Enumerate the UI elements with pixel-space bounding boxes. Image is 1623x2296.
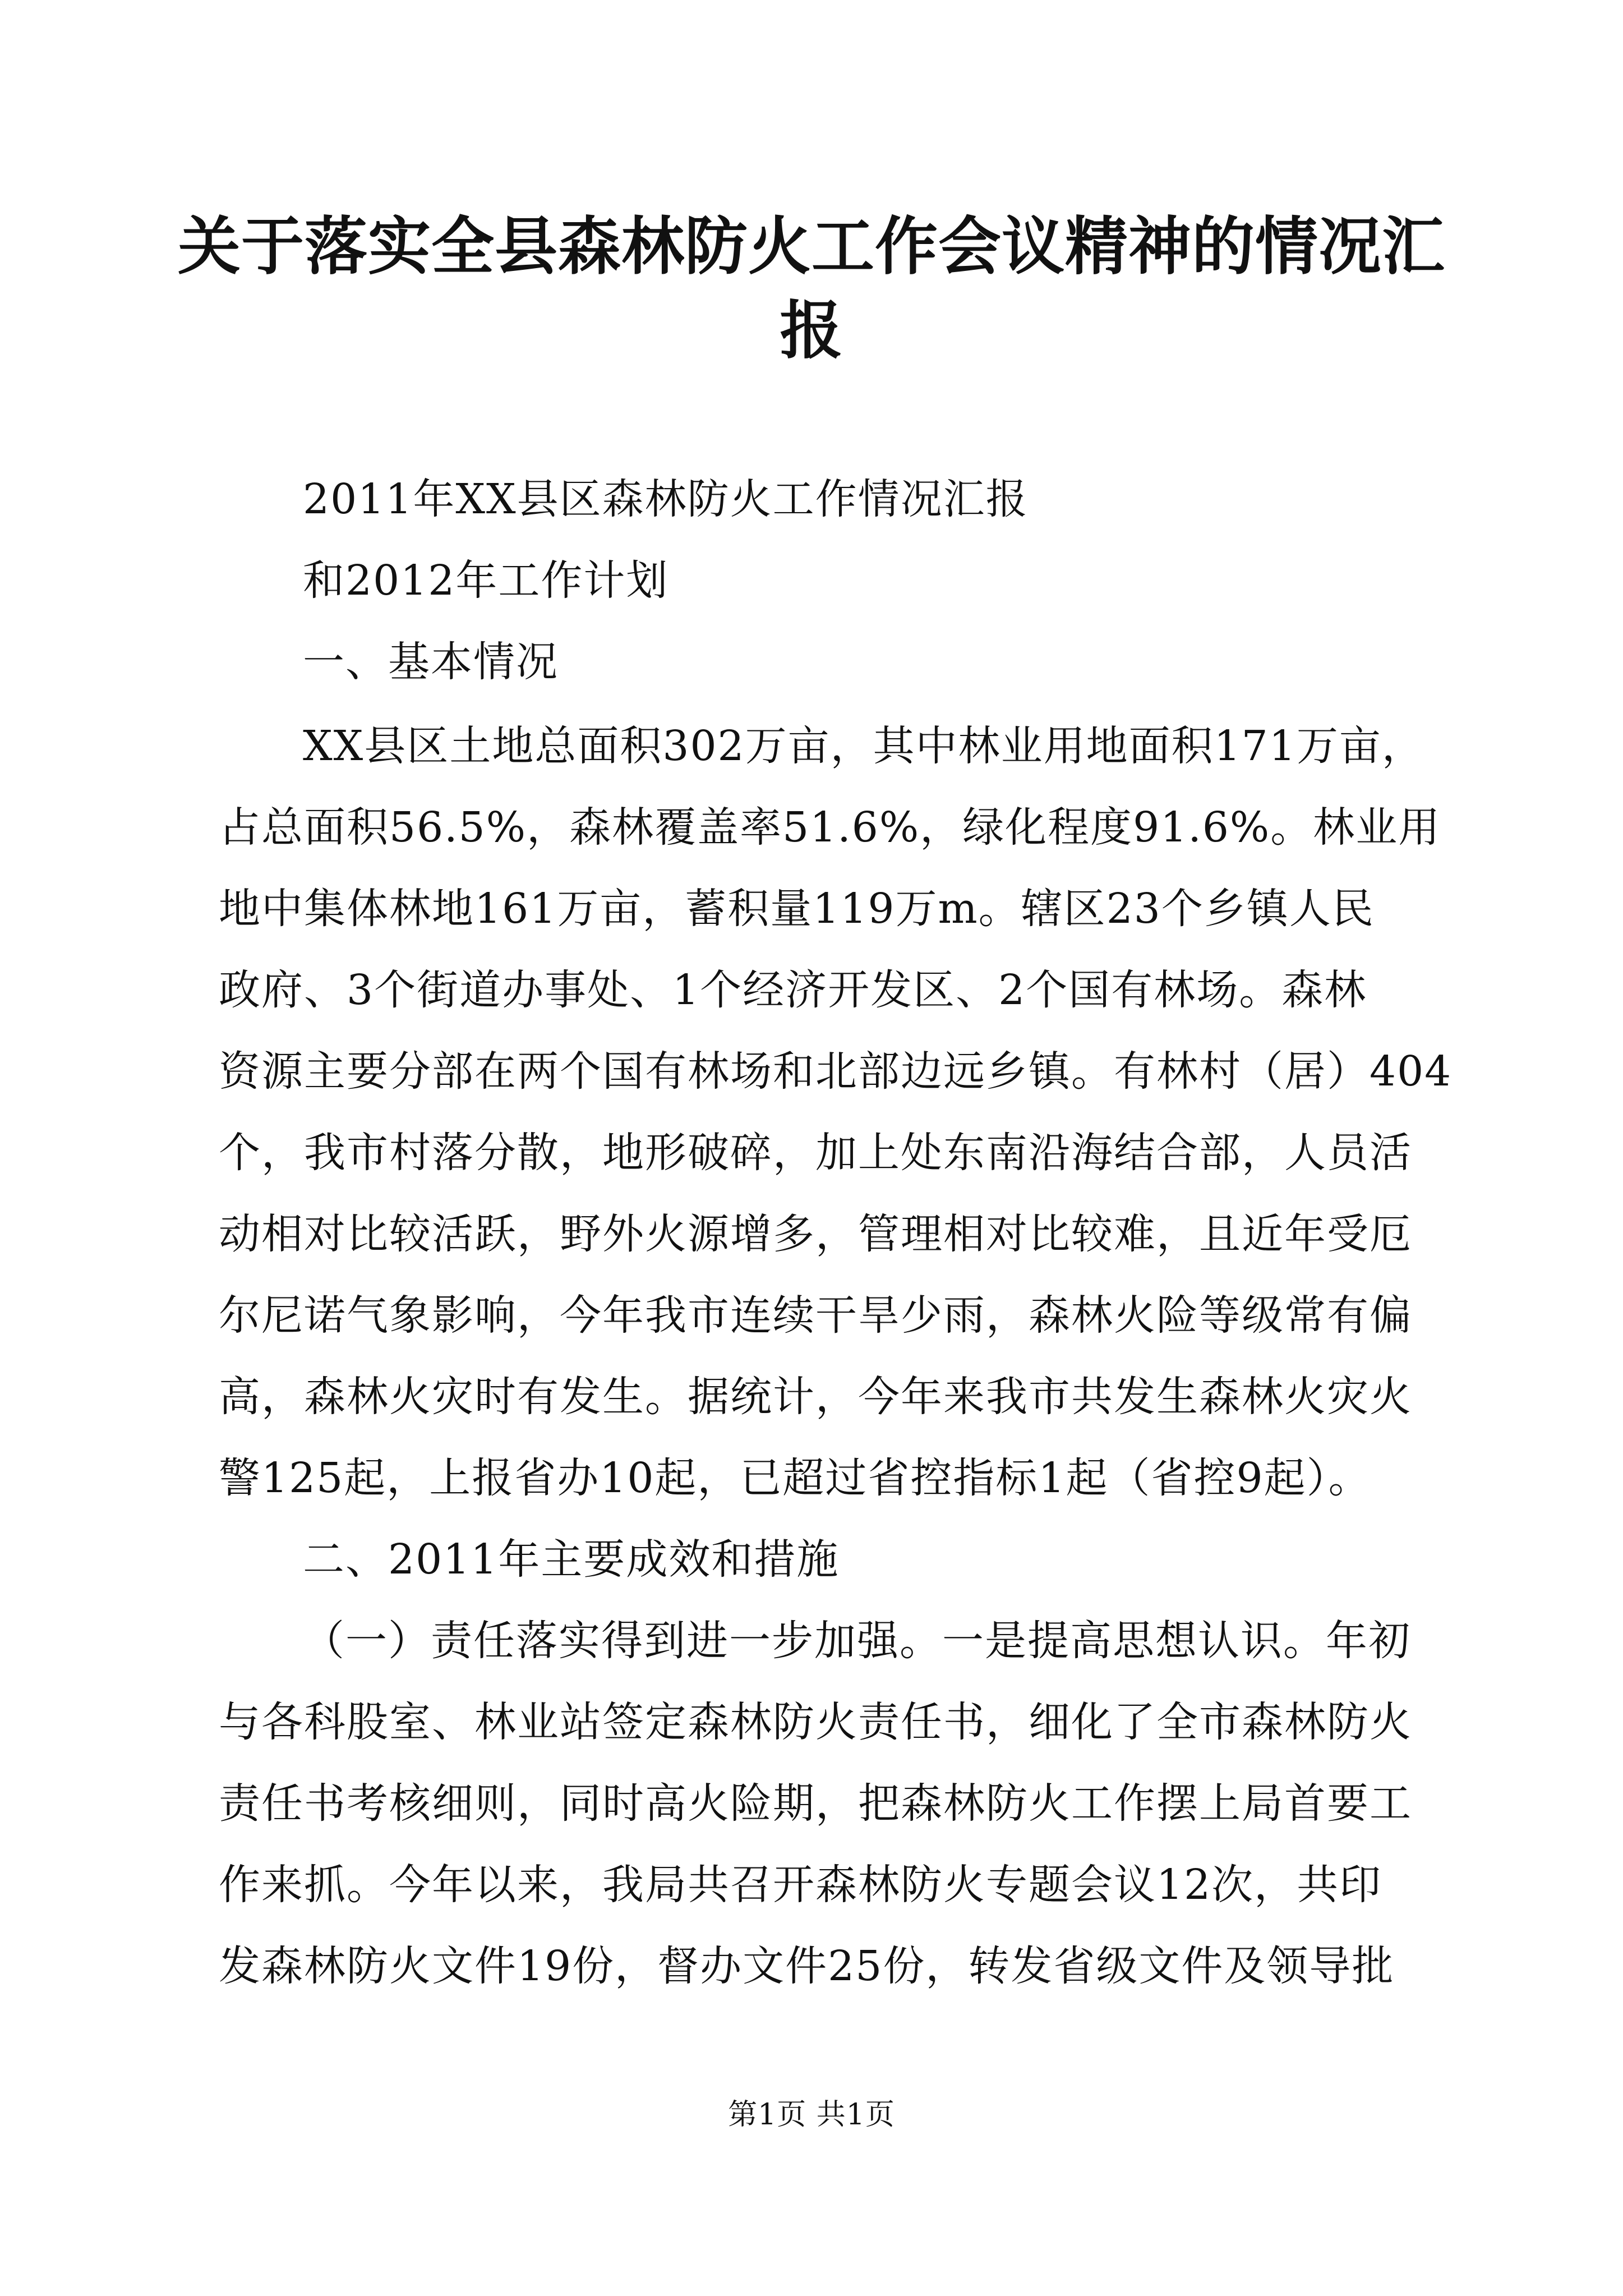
- paragraph-line: 发森林防火文件19份，督办文件25份，转发省级文件及领导批: [219, 1942, 1395, 1990]
- subtitle-line: 和2012年工作计划: [303, 556, 669, 605]
- paragraph-line: 资源主要分部在两个国有林场和北部边远乡镇。有林村（居）404: [219, 1047, 1453, 1096]
- paragraph-line: 地中集体林地161万亩，蓄积量119万m。辖区23个乡镇人民: [219, 885, 1375, 933]
- paragraph-line: 动相对比较活跃，野外火源增多，管理相对比较难，且近年受厄: [219, 1210, 1412, 1258]
- paragraph-line: 与各科股室、林业站签定森林防火责任书，细化了全市森林防火: [219, 1698, 1412, 1746]
- subtitle-line: 2011年XX县区森林防火工作情况汇报: [303, 475, 1029, 523]
- paragraph-line: 政府、3个街道办事处、1个经济开发区、2个国有林场。森林: [219, 966, 1367, 1014]
- document-title-line-1: 关于落实全县森林防火工作会议精神的情况汇: [178, 210, 1445, 283]
- document-title-line-2: 报: [780, 294, 843, 367]
- paragraph-line: 高，森林火灾时有发生。据统计，今年来我市共发生森林火灾火: [219, 1373, 1412, 1421]
- paragraph-line: 作来抓。今年以来，我局共召开森林防火专题会议12次，共印: [219, 1861, 1382, 1909]
- page-footer: 第1页 共1页: [728, 2098, 895, 2132]
- paragraph-line: 尔尼诺气象影响，今年我市连续干旱少雨，森林火险等级常有偏: [219, 1291, 1412, 1340]
- paragraph-line: 占总面积56.5%，森林覆盖率51.6%，绿化程度91.6%。林业用: [219, 803, 1441, 852]
- paragraph-line: 警125起，上报省办10起，已超过省控指标1起（省控9起）。: [219, 1454, 1371, 1502]
- section-heading: 二、2011年主要成效和措施: [303, 1535, 840, 1584]
- paragraph-line: 个，我市村落分散，地形破碎，加上处东南沿海结合部，人员活: [219, 1129, 1412, 1177]
- paragraph-line: XX县区土地总面积302万亩，其中林业用地面积171万亩，: [303, 722, 1424, 770]
- section-heading: 一、基本情况: [303, 638, 559, 686]
- paragraph-line: 责任书考核细则，同时高火险期，把森林防火工作摆上局首要工: [219, 1779, 1412, 1828]
- paragraph-line: （一）责任落实得到进一步加强。一是提高思想认识。年初: [303, 1617, 1411, 1665]
